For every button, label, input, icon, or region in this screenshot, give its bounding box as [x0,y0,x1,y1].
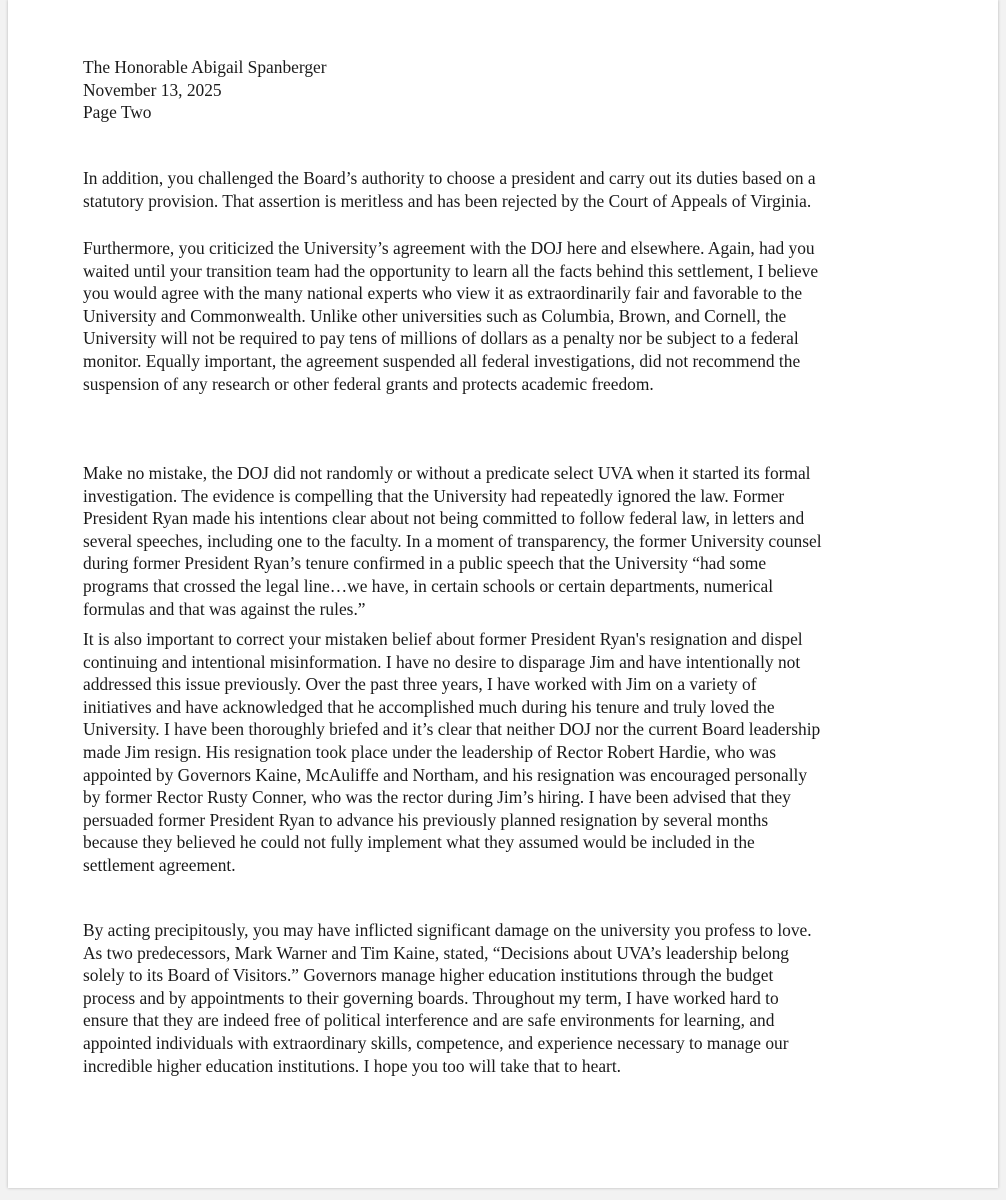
text-line: made Jim resign. His resignation took place under the leadership of Rector Robert Hardie, who was [83,741,777,762]
text-line: settlement agreement. [83,854,236,875]
text-line: monitor. Equally important, the agreement suspended all federal investigations, did not recommend the [83,350,801,371]
text-line: By acting precipitously, you may have inflicted significant damage on the university you profess to love. [83,920,812,940]
paragraph-closing [83,919,933,1077]
text-line: President Ryan made his intentions clear about not being committed to follow federal law, in letters and [83,508,805,529]
text-line: In addition, you challenged the Board’s authority to choose a president and carry out its duties based on a [83,168,816,188]
text-line: you would agree with the many national experts who view it as extraordinarily fair and favorable to the [83,283,803,304]
recipient-line: The Honorable Abigail Spanberger [83,57,327,77]
text-line: addressed this issue previously. Over the past three years, I have worked with Jim on a variety of [83,674,757,695]
text-line: appointed individuals with extraordinary skills, competence, and experience necessary to manage our [83,1032,789,1053]
text-line: process and by appointments to their governing boards. Throughout my term, I have worked hard to [83,987,779,1008]
paragraph-ryan-resignation [83,628,933,877]
text-line: programs that crossed the legal line…we have, in certain schools or certain departments, numerical [83,575,774,596]
text-line: suspension of any research or other federal grants and protects academic freedom. [83,373,654,394]
text-line: solely to its Board of Visitors.” Governors manage higher education institutions through the budget [83,965,774,986]
text-line: It is also important to correct your mistaken belief about former President Ryan's resignation and dispel [83,629,803,649]
text-line: Furthermore, you criticized the University’s agreement with the DOJ here and elsewhere. Again, had you [83,238,815,258]
text-line: University will not be required to pay tens of millions of dollars as a penalty nor be subject to a federal [83,328,799,349]
paragraph-doj-agreement [83,237,933,395]
letter-header [83,56,327,124]
text-line: because they believed he could not fully implement what they assumed would be included in the [83,832,755,853]
text-line: by former Rector Rusty Conner, who was the rector during Jim’s hiring. I have been advised that they [83,787,791,808]
text-line: Make no mistake, the DOJ did not randomly or without a predicate select UVA when it started its formal [83,463,811,483]
text-line: formulas and that was against the rules.” [83,598,366,619]
text-line: statutory provision. That assertion is meritless and has been rejected by the Court of Appeals of Virginia. [83,190,812,211]
text-line: appointed by Governors Kaine, McAuliffe and Northam, and his resignation was encouraged personally [83,764,808,785]
text-line: ensure that they are indeed free of political interference and are safe environments for learning, and [83,1010,775,1031]
text-line: incredible higher education institutions. I hope you too will take that to heart. [83,1055,622,1076]
text-line: As two predecessors, Mark Warner and Tim Kaine, stated, “Decisions about UVA’s leadership belong [83,942,790,963]
paragraph-doj-investigation [83,462,933,620]
text-line: University and Commonwealth. Unlike other universities such as Columbia, Brown, and Cornell, the [83,305,787,326]
text-line: initiatives and have acknowledged that he accomplished much during his tenure and truly loved the [83,696,775,717]
date-line: November 13, 2025 [83,79,222,100]
text-line: investigation. The evidence is compelling that the University had repeatedly ignored the law. Former [83,485,785,506]
text-line: several speeches, including one to the faculty. In a moment of transparency, the former University counsel [83,530,822,551]
page-number-line: Page Two [83,102,152,123]
text-line: during former President Ryan’s tenure confirmed in a public speech that the University “had some [83,553,767,574]
letter-page [8,0,998,1188]
text-line: persuaded former President Ryan to advance his previously planned resignation by several months [83,809,769,830]
text-line: University. I have been thoroughly briefed and it’s clear that neither DOJ nor the current Board leadership [83,719,821,740]
text-line: waited until your transition team had the opportunity to learn all the facts behind this settlement, I believe [83,260,819,281]
text-line: continuing and intentional misinformation. I have no desire to disparage Jim and have intentionally not [83,651,801,672]
paragraph-board-authority [83,167,933,212]
